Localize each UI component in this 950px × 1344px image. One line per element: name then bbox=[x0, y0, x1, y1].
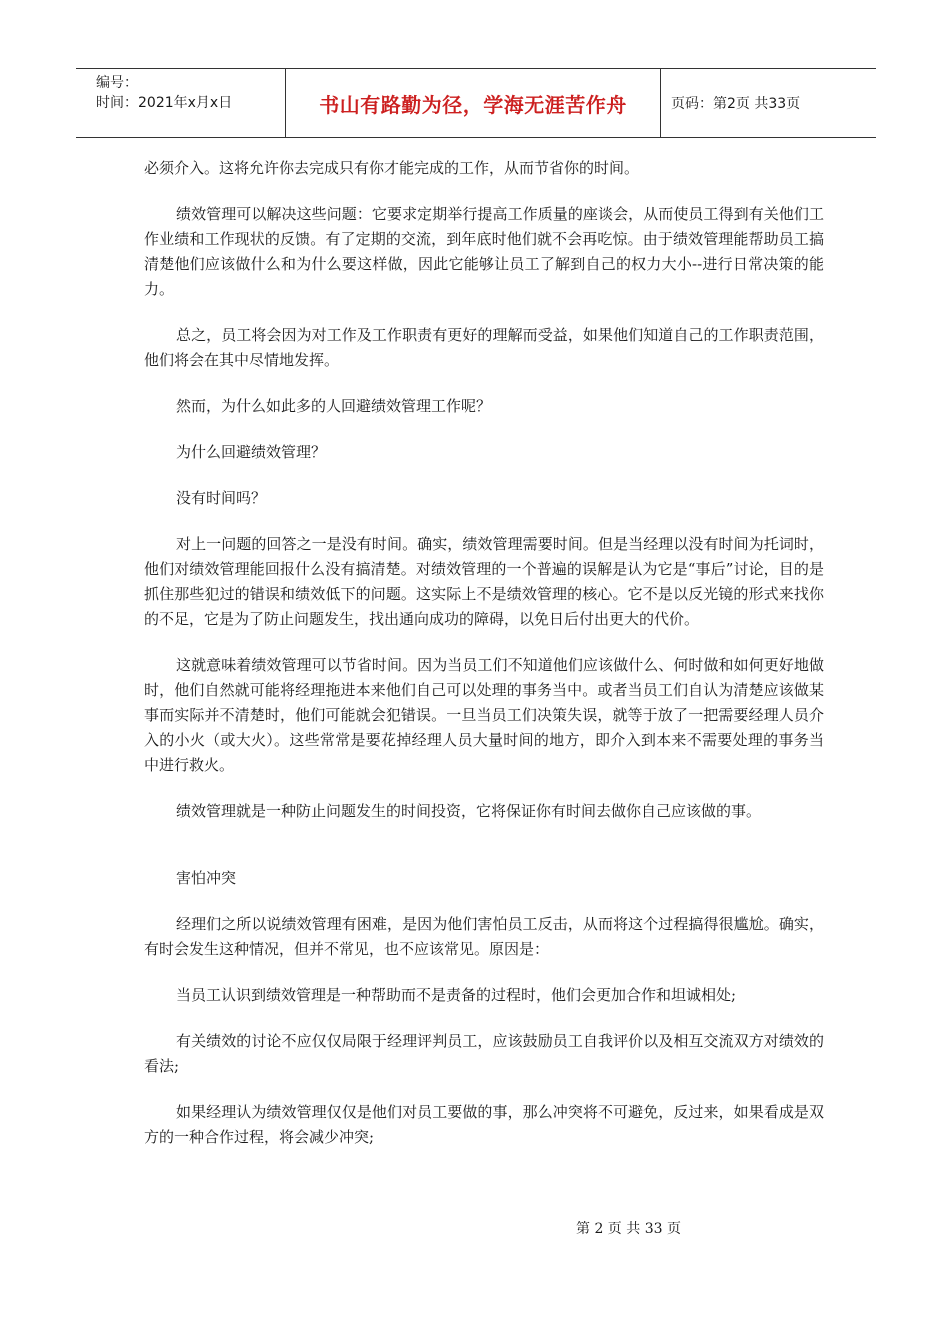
paragraph: 然而，为什么如此多的人回避绩效管理工作呢？ bbox=[176, 397, 492, 415]
subsection-heading: 没有时间吗？ bbox=[176, 489, 267, 507]
paragraph: 经理们之所以说绩效管理有困难，是因为他们害怕员工反击，从而将这个过程搞得很尴尬。确实，有时会发生这种情况，但并不常见，也不应该常见。原因是： bbox=[144, 915, 824, 958]
header-left-cell bbox=[76, 69, 286, 137]
motto-text: 书山有路勤为径，学海无涯苦作舟 bbox=[319, 92, 627, 117]
number-label: 编号： bbox=[96, 75, 138, 91]
paragraph: 这就意味着绩效管理可以节省时间。因为当员工们不知道他们应该做什么、何时做和如何更好地做时，他们自然就可能将经理拖进本来他们自己可以处理的事务当中。或者当员工们自认为清楚应该做某事而实际并不清楚时，他们可能就会犯错误。一旦当员工们决策失误，就等于放了一把需要经理人员介入的小火（或大火）。这些常常是要花掉经理人员大量时间的地方，即介入到本来不需要处理的事务当中进行救火。 bbox=[144, 656, 824, 774]
header-page-cell bbox=[661, 69, 876, 137]
header-motto-cell bbox=[286, 69, 661, 137]
paragraph: 总之，员工将会因为对工作及工作职责有更好的理解而受益，如果他们知道自己的工作职责范围，他们将会在其中尽情地发挥。 bbox=[144, 326, 824, 369]
paragraph: 当员工认识到绩效管理是一种帮助而不是责备的过程时，他们会更加合作和坦诚相处; bbox=[176, 986, 737, 1004]
paragraph: 有关绩效的讨论不应仅仅局限于经理评判员工，应该鼓励员工自我评价以及相互交流双方对绩效的看法; bbox=[144, 1032, 824, 1075]
paragraph: 绩效管理就是一种防止问题发生的时间投资，它将保证你有时间去做你自己应该做的事。 bbox=[176, 802, 762, 820]
section-heading: 为什么回避绩效管理？ bbox=[176, 443, 327, 461]
page-footer: 第 2 页 共 33 页 bbox=[576, 1221, 681, 1237]
paragraph: 对上一问题的回答之一是没有时间。确实，绩效管理需要时间。但是当经理以没有时间为托词时，他们对绩效管理能回报什么没有搞清楚。对绩效管理的一个普遍的误解是认为它是“事后”讨论，目的是抓住那些犯过的错误和绩效低下的问题。这实际上不是绩效管理的核心。它不是以反光镜的形式来找你的不足，它是为了防止问题发生，找出通向成功的障碍，以免日后付出更大的代价。 bbox=[144, 535, 824, 628]
paragraph: 如果经理认为绩效管理仅仅是他们对员工要做的事，那么冲突将不可避免，反过来，如果看成是双方的一种合作过程，将会减少冲突; bbox=[144, 1103, 824, 1146]
time-label: 时间：2021年x月x日 bbox=[96, 95, 233, 111]
paragraph: 绩效管理可以解决这些问题：它要求定期举行提高工作质量的座谈会，从而使员工得到有关他们工作业绩和工作现状的反馈。有了定期的交流，到年底时他们就不会再吃惊。由于绩效管理能帮助员工搞清楚他们应该做什么和为什么要这样做，因此它能够让员工了解到自己的权力大小--进行日常决策的能力。 bbox=[144, 205, 824, 298]
page-header bbox=[76, 68, 876, 138]
document-body bbox=[144, 156, 824, 1171]
page-info: 页码：第2页 共33页 bbox=[671, 96, 801, 112]
paragraph: 必须介入。这将允许你去完成只有你才能完成的工作，从而节省你的时间。 bbox=[144, 159, 640, 177]
subsection-heading: 害怕冲突 bbox=[176, 869, 237, 887]
